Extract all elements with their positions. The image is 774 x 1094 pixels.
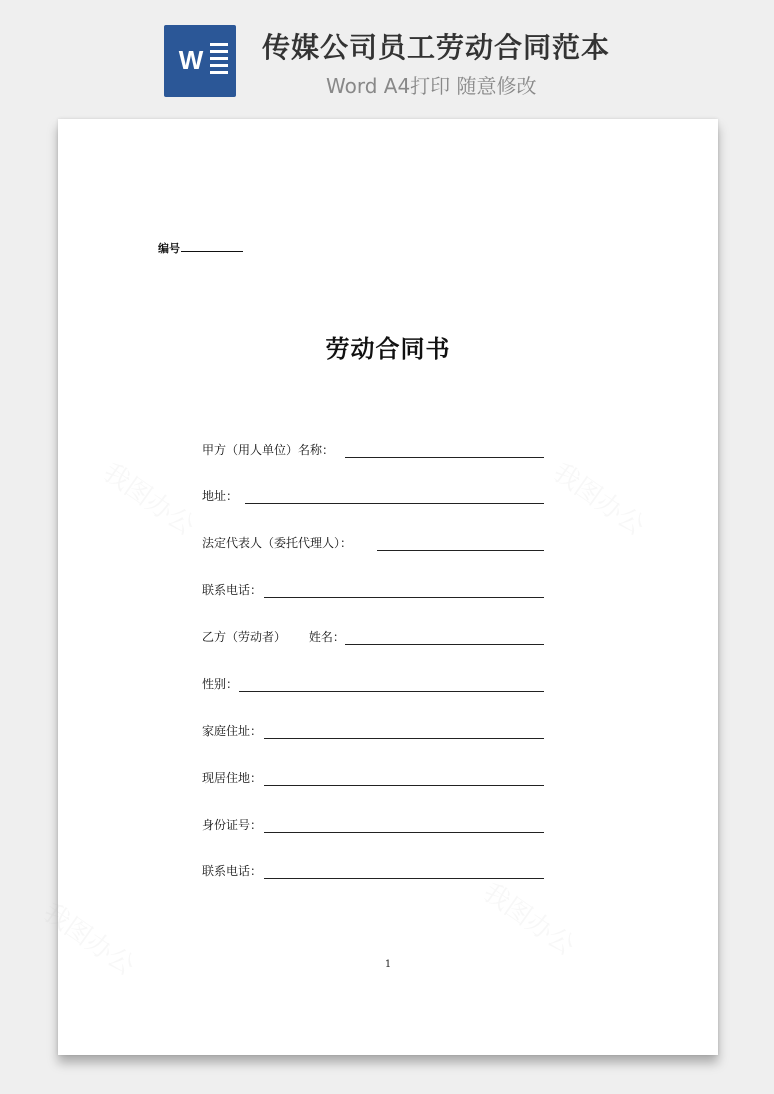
watermark: 我图办公 <box>547 457 650 542</box>
field-label: 联系电话： <box>202 583 263 597</box>
field-employee-name[interactable] <box>202 626 544 646</box>
field-label: 法定代表人（委托代理人）： <box>202 536 353 550</box>
field-employee-phone[interactable] <box>202 860 544 880</box>
field-gender[interactable] <box>202 673 544 693</box>
watermark: 我图办公 <box>97 457 200 542</box>
banner-header <box>0 0 774 110</box>
document-page <box>37 119 718 1055</box>
field-blank[interactable] <box>239 691 544 692</box>
field-id-number[interactable] <box>202 814 544 834</box>
field-blank[interactable] <box>264 785 544 786</box>
field-blank[interactable] <box>245 503 544 504</box>
field-label: 联系电话： <box>202 864 263 878</box>
field-legal-representative[interactable] <box>202 532 544 552</box>
field-employer-phone[interactable] <box>202 579 544 599</box>
field-label: 甲方（用人单位）名称： <box>202 443 335 457</box>
field-label: 家庭住址： <box>202 724 263 738</box>
word-icon-lines <box>210 43 228 78</box>
word-document-icon <box>164 25 236 97</box>
field-label: 地址： <box>202 489 239 503</box>
field-blank[interactable] <box>264 878 544 879</box>
word-icon-letter: W <box>175 41 207 79</box>
field-blank[interactable] <box>264 597 544 598</box>
field-blank[interactable] <box>377 550 544 551</box>
field-home-address[interactable] <box>202 720 544 740</box>
field-label: 现居住地： <box>202 771 263 785</box>
page-number: 1 <box>384 959 392 970</box>
serial-number <box>158 240 243 256</box>
serial-label: 编号 <box>158 242 180 255</box>
banner-subtitle: Word A4打印 随意修改 <box>326 74 537 98</box>
field-blank[interactable] <box>264 832 544 833</box>
field-blank[interactable] <box>264 738 544 739</box>
field-address[interactable] <box>202 485 544 505</box>
field-blank[interactable] <box>345 457 544 458</box>
watermark: 我图办公 <box>477 877 580 962</box>
field-label: 乙方（劳动者） 姓名： <box>202 630 345 644</box>
field-current-residence[interactable] <box>202 767 544 787</box>
field-label: 身份证号： <box>202 818 263 832</box>
serial-blank[interactable] <box>181 240 243 252</box>
document-title: 劳动合同书 <box>325 335 451 363</box>
watermark: 我图办公 <box>37 897 140 982</box>
field-blank[interactable] <box>345 644 544 645</box>
field-employer-name[interactable] <box>202 439 544 459</box>
field-label: 性别： <box>202 677 239 691</box>
banner-title: 传媒公司员工劳动合同范本 <box>262 31 611 64</box>
